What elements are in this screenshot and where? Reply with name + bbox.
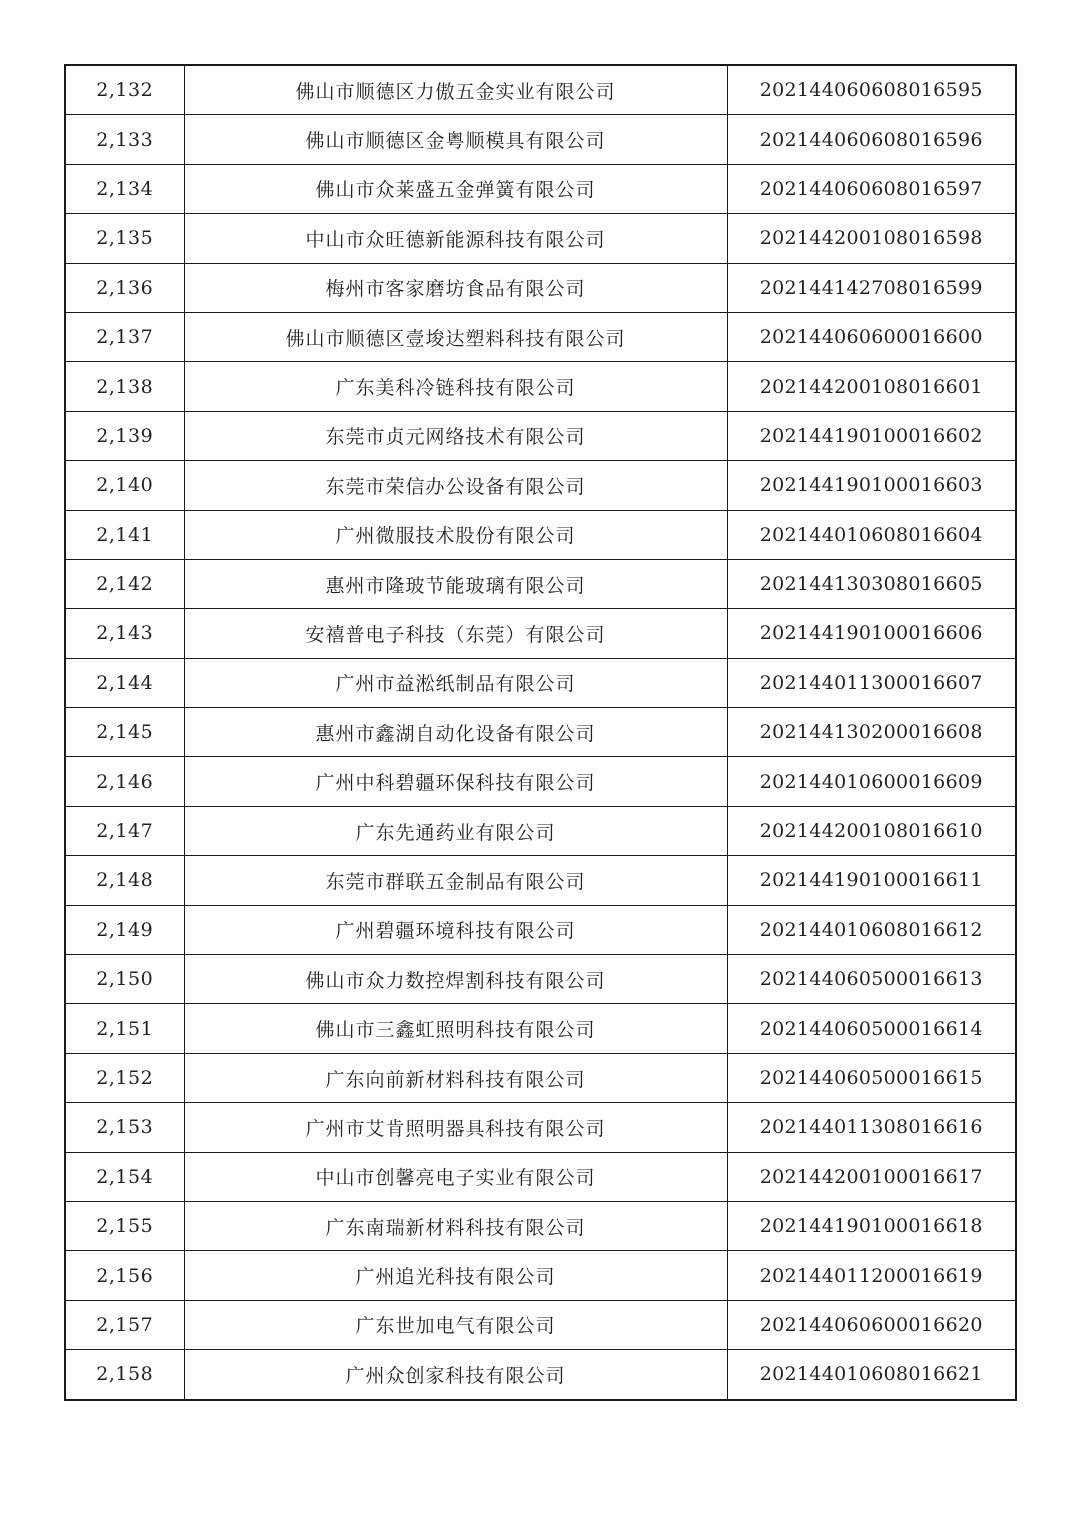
table-row (65, 856, 1016, 905)
company-name: 中山市众旺德新能源科技有限公司 (184, 214, 727, 263)
company-name: 佛山市顺德区金粤顺模具有限公司 (184, 115, 727, 164)
row-number: 2,138 (65, 362, 184, 411)
company-name: 广东南瑞新材料科技有限公司 (184, 1201, 727, 1250)
company-name: 佛山市顺德区力傲五金实业有限公司 (184, 65, 727, 115)
registration-code: 202144130200016608 (727, 708, 1016, 757)
row-number: 2,140 (65, 461, 184, 510)
table-row (65, 757, 1016, 806)
registration-code: 202144060500016615 (727, 1053, 1016, 1102)
registration-code: 202144190100016618 (727, 1201, 1016, 1250)
company-name: 惠州市隆玻节能玻璃有限公司 (184, 559, 727, 608)
table-row (65, 609, 1016, 658)
row-number: 2,141 (65, 510, 184, 559)
company-name: 安禧普电子科技（东莞）有限公司 (184, 609, 727, 658)
company-name: 佛山市三鑫虹照明科技有限公司 (184, 1004, 727, 1053)
company-name: 广州追光科技有限公司 (184, 1251, 727, 1300)
row-number: 2,133 (65, 115, 184, 164)
row-number: 2,153 (65, 1103, 184, 1152)
row-number: 2,157 (65, 1300, 184, 1349)
registration-code: 202144010600016609 (727, 757, 1016, 806)
row-number: 2,147 (65, 806, 184, 855)
table-row (65, 411, 1016, 460)
row-number: 2,152 (65, 1053, 184, 1102)
company-name: 广州碧疆环境科技有限公司 (184, 905, 727, 954)
registration-code: 202144190100016611 (727, 856, 1016, 905)
registration-code: 202144130308016605 (727, 559, 1016, 608)
registration-code: 202144060500016614 (727, 1004, 1016, 1053)
registration-code: 202144200108016601 (727, 362, 1016, 411)
registration-code: 202144060600016620 (727, 1300, 1016, 1349)
registration-code: 202144011300016607 (727, 658, 1016, 707)
row-number: 2,150 (65, 955, 184, 1004)
table-row (65, 1201, 1016, 1250)
row-number: 2,144 (65, 658, 184, 707)
company-name: 广东世加电气有限公司 (184, 1300, 727, 1349)
company-name: 广州市益淞纸制品有限公司 (184, 658, 727, 707)
registration-code: 202144200108016598 (727, 214, 1016, 263)
row-number: 2,148 (65, 856, 184, 905)
row-number: 2,134 (65, 164, 184, 213)
company-name: 佛山市众力数控焊割科技有限公司 (184, 955, 727, 1004)
table-row (65, 312, 1016, 361)
registration-code: 202144011308016616 (727, 1103, 1016, 1152)
table-row (65, 905, 1016, 954)
table-row (65, 461, 1016, 510)
table-row (65, 708, 1016, 757)
registration-code: 202144010608016621 (727, 1350, 1016, 1400)
registration-code: 202144200108016610 (727, 806, 1016, 855)
row-number: 2,142 (65, 559, 184, 608)
table-row (65, 1053, 1016, 1102)
table-row (65, 362, 1016, 411)
table-row (65, 164, 1016, 213)
row-number: 2,143 (65, 609, 184, 658)
table-row (65, 955, 1016, 1004)
company-name: 东莞市群联五金制品有限公司 (184, 856, 727, 905)
row-number: 2,135 (65, 214, 184, 263)
registration-code: 202144200100016617 (727, 1152, 1016, 1201)
row-number: 2,156 (65, 1251, 184, 1300)
table-row (65, 263, 1016, 312)
row-number: 2,155 (65, 1201, 184, 1250)
table-row (65, 806, 1016, 855)
company-registry-table (64, 64, 1017, 1401)
registration-code: 202144060600016600 (727, 312, 1016, 361)
company-name: 广州市艾肯照明器具科技有限公司 (184, 1103, 727, 1152)
company-name: 惠州市鑫湖自动化设备有限公司 (184, 708, 727, 757)
row-number: 2,139 (65, 411, 184, 460)
registration-code: 202144142708016599 (727, 263, 1016, 312)
row-number: 2,151 (65, 1004, 184, 1053)
table-row (65, 1251, 1016, 1300)
company-name: 广州众创家科技有限公司 (184, 1350, 727, 1400)
table-row (65, 510, 1016, 559)
company-name: 梅州市客家磨坊食品有限公司 (184, 263, 727, 312)
row-number: 2,137 (65, 312, 184, 361)
row-number: 2,149 (65, 905, 184, 954)
company-name: 广州中科碧疆环保科技有限公司 (184, 757, 727, 806)
registration-code: 202144011200016619 (727, 1251, 1016, 1300)
table-row (65, 1300, 1016, 1349)
registration-code: 202144060500016613 (727, 955, 1016, 1004)
registration-code: 202144010608016604 (727, 510, 1016, 559)
company-name: 广东向前新材料科技有限公司 (184, 1053, 727, 1102)
company-name: 东莞市荣信办公设备有限公司 (184, 461, 727, 510)
row-number: 2,146 (65, 757, 184, 806)
table-row (65, 1350, 1016, 1400)
table-row (65, 1103, 1016, 1152)
table-row (65, 65, 1016, 115)
table-row (65, 658, 1016, 707)
table-row (65, 559, 1016, 608)
company-name: 佛山市众莱盛五金弹簧有限公司 (184, 164, 727, 213)
registration-code: 202144010608016612 (727, 905, 1016, 954)
table-row (65, 1004, 1016, 1053)
company-name: 广东先通药业有限公司 (184, 806, 727, 855)
row-number: 2,132 (65, 65, 184, 115)
registration-code: 202144190100016602 (727, 411, 1016, 460)
table-row (65, 214, 1016, 263)
registration-code: 202144190100016606 (727, 609, 1016, 658)
registration-code: 202144060608016597 (727, 164, 1016, 213)
company-name: 佛山市顺德区壹埈达塑料科技有限公司 (184, 312, 727, 361)
registration-code: 202144190100016603 (727, 461, 1016, 510)
row-number: 2,158 (65, 1350, 184, 1400)
row-number: 2,145 (65, 708, 184, 757)
table-body (65, 65, 1016, 1400)
company-name: 中山市创馨亮电子实业有限公司 (184, 1152, 727, 1201)
registration-code: 202144060608016596 (727, 115, 1016, 164)
company-name: 东莞市贞元网络技术有限公司 (184, 411, 727, 460)
table-row (65, 1152, 1016, 1201)
table-row (65, 115, 1016, 164)
company-name: 广东美科冷链科技有限公司 (184, 362, 727, 411)
row-number: 2,136 (65, 263, 184, 312)
row-number: 2,154 (65, 1152, 184, 1201)
company-name: 广州微服技术股份有限公司 (184, 510, 727, 559)
registration-code: 202144060608016595 (727, 65, 1016, 115)
